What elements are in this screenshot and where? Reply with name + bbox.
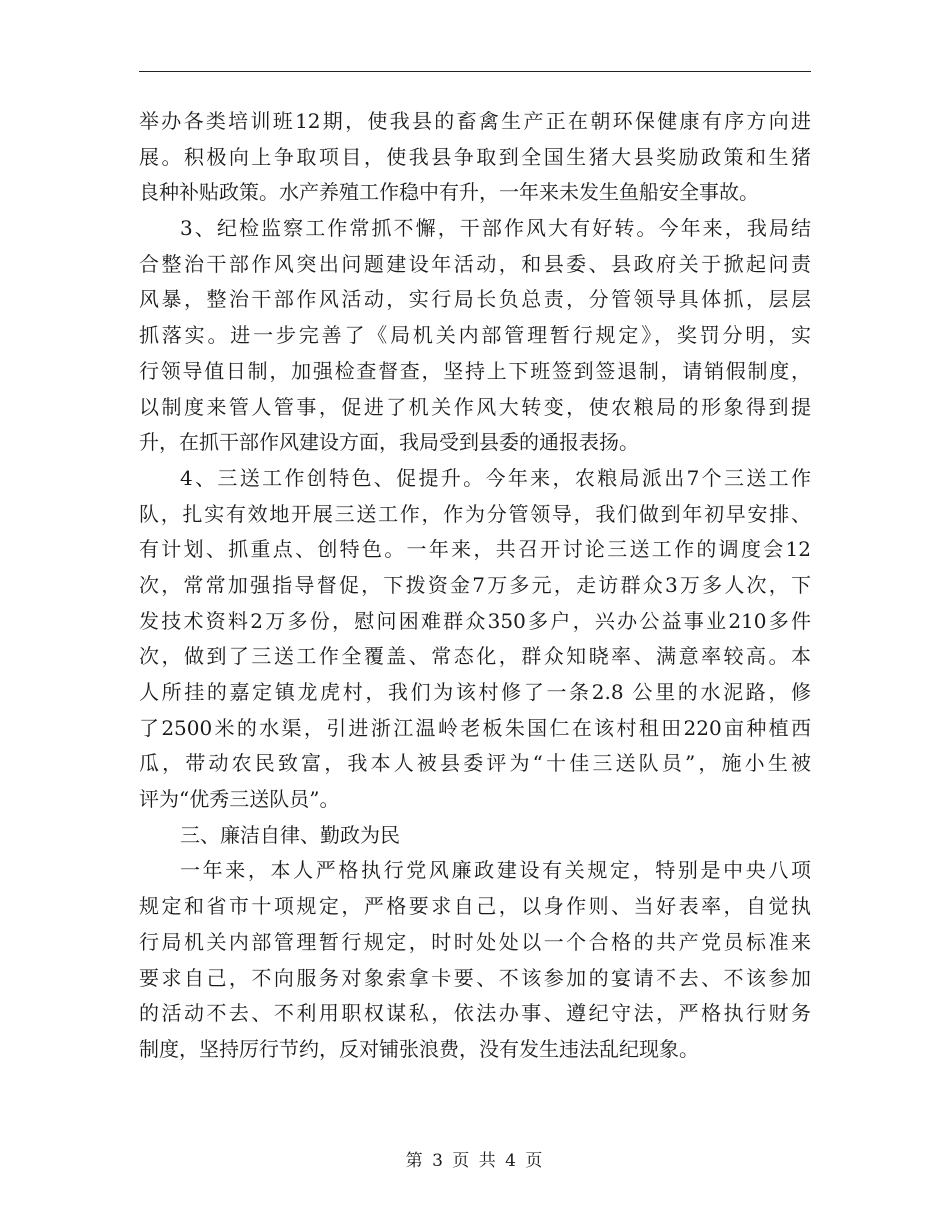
text-line: 升，在抓干部作风建设方面，我局受到县委的通报表扬。: [139, 430, 639, 455]
text-line: 要求自己，不向服务对象索拿卡要、不该参加的宴请不去、不该参加: [139, 965, 811, 990]
text-line: 一年来，本人严格执行党风廉政建设有关规定，特别是中央八项: [180, 858, 811, 883]
text-line: 人所挂的嘉定镇龙虎村，我们为该村修了一条2.8 公里的水泥路，修: [139, 680, 811, 704]
text-line: 抓落实。进一步完善了《局机关内部管理暂行规定》，奖罚分明，实: [139, 323, 811, 348]
text-line: 有计划、抓重点、创特色。一年来，共召开讨论三送工作的调度会12: [139, 537, 811, 562]
text-line: 次，做到了三送工作全覆盖、常态化，群众知晓率、满意率较高。本: [139, 644, 811, 669]
text-line: 4、三送工作创特色、促提升。今年来，农粮局派出7个三送工作: [180, 465, 811, 490]
text-line: 了2500米的水渠，引进浙江温岭老板朱国仁在该村租田220亩种植西: [139, 715, 811, 740]
text-line: 发技术资料2万多份，慰问困难群众350多户，兴办公益事业210多件: [139, 608, 811, 633]
text-line: 规定和省市十项规定，严格要求自己，以身作则、当好表率，自觉执: [139, 894, 811, 919]
text-line: 三、廉洁自律、勤政为民: [180, 822, 400, 847]
text-line: 瓜，带动农民致富，我本人被县委评为“十佳三送队员”，施小生被: [139, 751, 811, 776]
text-line: 队，扎实有效地开展三送工作，作为分管领导，我们做到年初早安排、: [139, 501, 811, 526]
document-body: [139, 104, 811, 1068]
text-line: 的活动不去、不利用职权谋私，依法办事、遵纪守法，严格执行财务: [139, 1001, 811, 1026]
text-line: 合整治干部作风突出问题建设年活动，和县委、县政府关于掀起问责: [139, 251, 811, 276]
text-line: 展。积极向上争取项目，使我县争取到全国生猪大县奖励政策和生猪: [139, 144, 811, 169]
header-rule: [139, 71, 811, 72]
page-footer: 第 3 页 共 4 页: [405, 1151, 545, 1171]
text-line: 制度，坚持厉行节约，反对铺张浪费，没有发生违法乱纪现象。: [139, 1036, 699, 1061]
text-line: 行领导值日制，加强检查督查，坚持上下班签到签退制，请销假制度，: [139, 358, 811, 383]
text-line: 以制度来管人管事，促进了机关作风大转变，使农粮局的形象得到提: [139, 394, 811, 419]
text-line: 次，常常加强指导督促，下拨资金7万多元，走访群众3万多人次，下: [139, 572, 811, 597]
text-line: 评为“优秀三送队员”。: [139, 787, 340, 812]
text-line: 风暴，整治干部作风活动，实行局长负总责，分管领导具体抓，层层: [139, 287, 811, 312]
text-line: 举办各类培训班12期，使我县的畜禽生产正在朝环保健康有序方向进: [139, 109, 811, 133]
text-line: 良种补贴政策。水产养殖工作稳中有升，一年来未发生鱼船安全事故。: [139, 180, 759, 205]
text-line: 3、纪检监察工作常抓不懈，干部作风大有好转。今年来，我局结: [180, 216, 811, 241]
text-line: 行局机关内部管理暂行规定，时时处处以一个合格的共产党员标准来: [139, 929, 811, 954]
